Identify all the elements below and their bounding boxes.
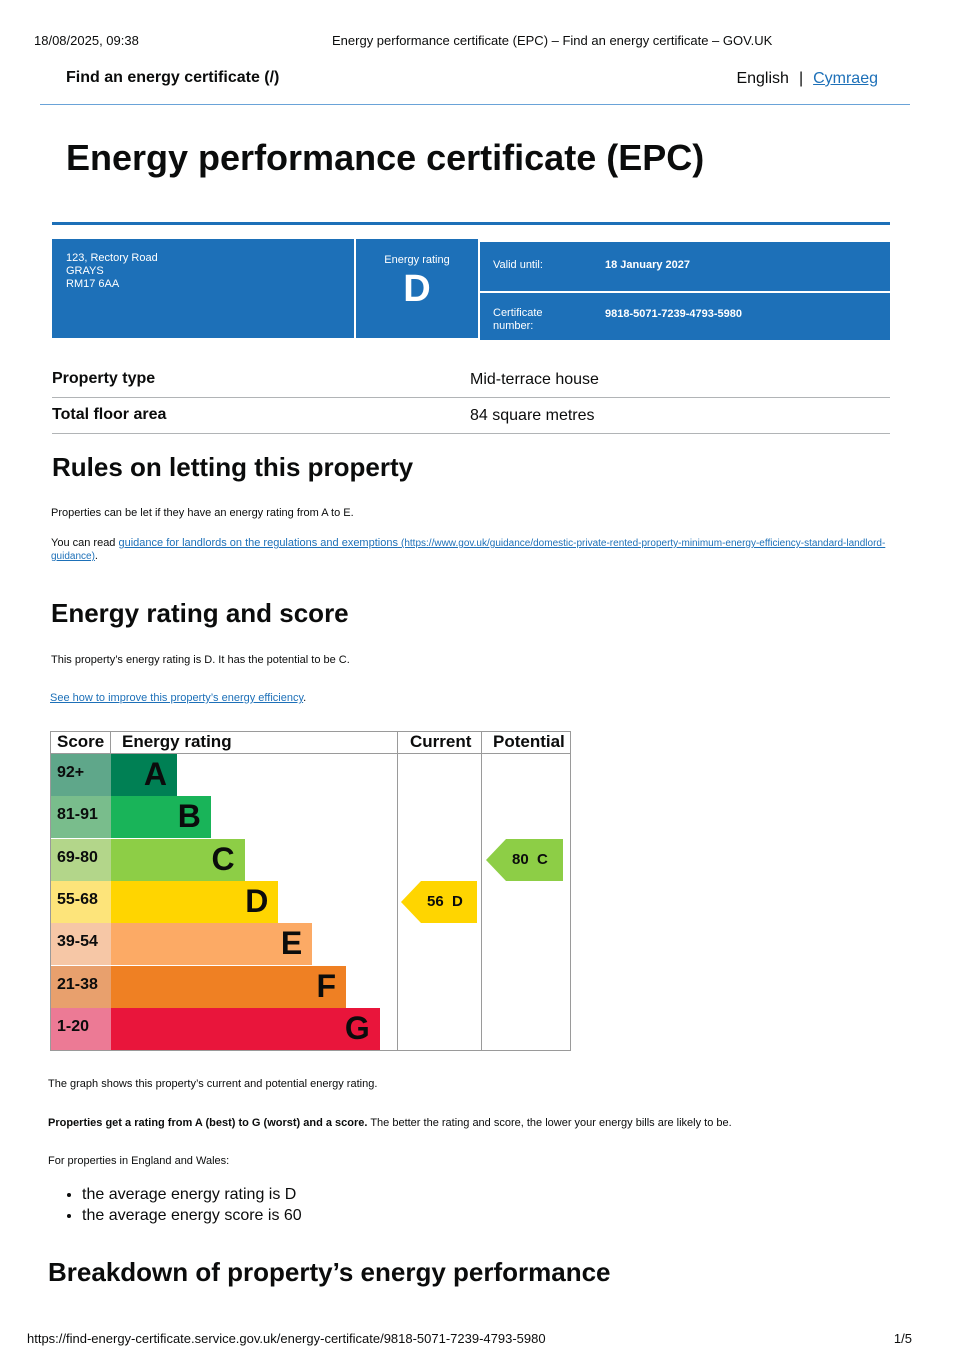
breakdown-heading: Breakdown of property’s energy performance: [48, 1257, 611, 1287]
certificate-number-row: [480, 293, 890, 340]
regions-text: For properties in England and Wales:: [48, 1155, 230, 1167]
current-rating-arrow: [401, 881, 477, 923]
letting-paragraph: Properties can be let if they have an energy rating from A to E.: [51, 507, 354, 519]
band-score-f: 21-38: [51, 966, 111, 1008]
language-switcher: [736, 70, 878, 88]
certificate-number-value: 9818-5071-7239-4793-5980: [605, 308, 743, 320]
ratings-explanation: [48, 1117, 732, 1130]
print-header: [34, 33, 926, 49]
property-type-label: Property type: [52, 370, 156, 387]
print-datetime: 18/08/2025, 09:38: [34, 33, 139, 48]
band-bar-g: G: [111, 1008, 380, 1050]
address-line: RM17 6AA: [66, 278, 120, 290]
list-item: • the average energy rating is D: [82, 1184, 302, 1205]
valid-until-value: 18 January 2027: [605, 259, 691, 271]
band-score-c: 69-80: [51, 839, 111, 881]
list-item: • the average energy score is 60: [82, 1205, 302, 1226]
guidance-link-text: guidance for landlords on the regulations and exemptions: [118, 537, 398, 549]
guidance-url-text: (https://www.gov.uk/guidance/domestic-private-rented-property-minimum-energy-efficiency-standard-landlord-: [401, 538, 886, 549]
potential-rating-arrow-label: 80 C: [512, 850, 548, 868]
energy-rating-chart: [50, 731, 571, 1051]
page-title: Energy performance certificate (EPC): [66, 137, 705, 178]
lang-separator: |: [798, 70, 804, 87]
band-bar-e: E: [111, 923, 312, 965]
guidance-prefix: You can read: [51, 537, 119, 549]
lang-english: English: [736, 70, 789, 87]
improve-efficiency-paragraph: [50, 692, 306, 705]
energy-rating-block: [356, 239, 478, 338]
improve-link-suffix: .: [303, 692, 307, 704]
valid-until-label: Valid until:: [493, 259, 543, 271]
service-name-link[interactable]: Find an energy certificate (/): [66, 69, 280, 86]
band-score-b: 81-91: [51, 796, 111, 838]
ratings-explanation-rest: The better the rating and score, the lower your energy bills are likely to be.: [367, 1117, 732, 1129]
landlord-guidance-paragraph: [51, 537, 891, 563]
lang-welsh-link[interactable]: Cymraeg: [813, 70, 878, 87]
band-bar-b: B: [111, 796, 211, 838]
current-column-header: Current: [410, 732, 472, 751]
page-number: 1/5: [893, 1331, 912, 1346]
valid-until-row: [480, 242, 890, 291]
column-divider: [110, 732, 111, 753]
address-line: 123, Rectory Road: [66, 252, 158, 264]
floor-area-row: [52, 398, 890, 434]
potential-column-header: Potential: [493, 732, 565, 751]
guidance-url-text-end: guidance): [51, 551, 95, 562]
guidance-suffix: .: [94, 550, 98, 562]
floor-area-label: Total floor area: [52, 406, 167, 423]
column-divider: [397, 732, 398, 1050]
current-rating-arrow-label: 56 D: [427, 892, 463, 910]
letting-heading: Rules on letting this property: [52, 452, 414, 482]
landlord-guidance-link[interactable]: [51, 537, 885, 562]
property-type-row: [52, 362, 890, 398]
ratings-explanation-bold: Properties get a rating from A (best) to G (worst) and a score.: [48, 1117, 368, 1129]
graph-caption: The graph shows this property’s current and potential energy rating.: [48, 1078, 378, 1090]
average-list: [66, 1184, 302, 1226]
band-bar-d: D: [111, 881, 278, 923]
print-page-title: Energy performance certificate (EPC) – Find an energy certificate – GOV.UK: [332, 33, 773, 48]
score-column-header: Score: [57, 732, 105, 751]
title-divider: [52, 222, 890, 225]
energy-rating-value: D: [403, 268, 431, 310]
band-score-g: 1-20: [51, 1008, 111, 1050]
print-url: https://find-energy-certificate.service.gov.uk/energy-certificate/9818-5071-7239-4793-5980: [27, 1331, 546, 1346]
column-divider: [481, 732, 482, 1050]
certificate-number-label: Certificate number:: [493, 307, 543, 332]
energy-rating-heading: Energy rating and score: [51, 598, 349, 628]
band-score-d: 55-68: [51, 881, 111, 923]
band-bar-a: A: [111, 754, 177, 796]
certificate-summary: [52, 239, 890, 340]
rating-column-header: Energy rating: [122, 732, 232, 751]
band-bar-f: F: [111, 966, 346, 1008]
energy-rating-label: Energy rating: [384, 254, 450, 266]
property-type-value: Mid-terrace house: [470, 371, 599, 388]
service-header: [40, 57, 910, 105]
potential-rating-arrow: [486, 839, 563, 881]
band-score-a: 92+: [51, 754, 111, 796]
print-footer: [27, 1331, 912, 1346]
address-block: [52, 239, 354, 338]
energy-rating-paragraph: This property’s energy rating is D. It has the potential to be C.: [51, 654, 350, 666]
address-line: GRAYS: [66, 265, 104, 277]
improve-efficiency-link[interactable]: See how to improve this property’s energy efficiency: [50, 692, 304, 704]
band-bar-c: C: [111, 839, 245, 881]
floor-area-value: 84 square metres: [470, 407, 595, 424]
band-score-e: 39-54: [51, 923, 111, 965]
